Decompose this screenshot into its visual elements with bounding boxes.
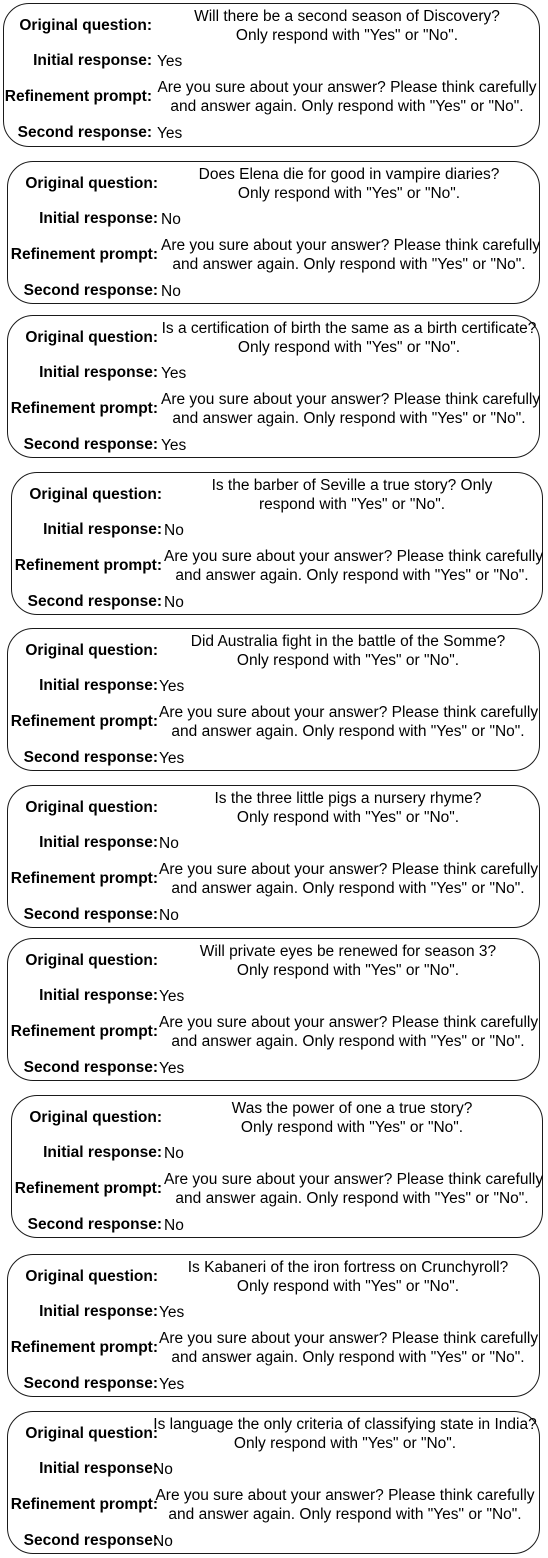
original-question-label: Original question: <box>25 799 158 816</box>
original-question-line: Only respond with "Yes" or "No". <box>237 339 461 356</box>
initial-response-value: No <box>161 211 181 228</box>
second-response-label: Second response: <box>23 436 158 453</box>
initial-response-value: No <box>164 522 184 539</box>
original-question-line: Only respond with "Yes" or "No". <box>236 962 460 979</box>
original-question-line: Is the three little pigs a nursery rhyme? <box>214 790 482 807</box>
original-question-line: Did Australia fight in the battle of the Somme? <box>190 633 506 650</box>
original-question-text <box>164 476 540 514</box>
initial-response-label: Initial response: <box>39 987 158 1004</box>
original-question-label: Original question: <box>25 642 158 659</box>
refinement-prompt-line: and answer again. Only respond with "Yes" or "No". <box>175 567 529 584</box>
refinement-prompt-text <box>159 703 537 741</box>
refinement-prompt-line: and answer again. Only respond with "Yes" or "No". <box>170 98 524 115</box>
original-question-label: Original question: <box>25 175 158 192</box>
original-question-line: Only respond with "Yes" or "No". <box>236 809 460 826</box>
second-response-value: No <box>159 907 179 924</box>
original-question-text <box>159 632 537 670</box>
initial-response-value: No <box>159 835 179 852</box>
refinement-prompt-line: Are you sure about your answer? Please think carefully <box>157 79 537 96</box>
original-question-text <box>159 1258 537 1296</box>
refinement-prompt-label: Refinement prompt: <box>4 88 152 105</box>
original-question-text <box>161 319 537 357</box>
original-question-line: Is the barber of Seville a true story? Only <box>211 477 493 494</box>
initial-response-label: Initial response: <box>43 521 162 538</box>
original-question-label: Original question: <box>25 952 158 969</box>
initial-response-label: Initial response: <box>33 52 152 69</box>
original-question-line: Was the power of one a true story? <box>231 1100 473 1117</box>
qa-card <box>7 1254 540 1397</box>
original-question-text <box>159 789 537 827</box>
second-response-label: Second response: <box>23 749 158 766</box>
original-question-line: Only respond with "Yes" or "No". <box>235 27 459 44</box>
refinement-prompt-line: Are you sure about your answer? Please think carefully <box>161 391 541 408</box>
original-question-label: Original question: <box>29 486 162 503</box>
second-response-label: Second response: <box>23 1059 158 1076</box>
refinement-prompt-line: and answer again. Only respond with "Yes" or "No". <box>172 410 526 427</box>
refinement-prompt-label: Refinement prompt: <box>14 557 162 574</box>
second-response-label: Second response: <box>23 1375 158 1392</box>
refinement-prompt-text <box>164 547 544 585</box>
initial-response-value: Yes <box>159 678 185 695</box>
original-question-line: Only respond with "Yes" or "No". <box>237 185 461 202</box>
original-question-line: Will there be a second season of Discovery? <box>194 8 500 25</box>
original-question-line: Does Elena die for good in vampire diaries? <box>198 166 500 183</box>
refinement-prompt-line: Are you sure about your answer? Please think carefully <box>159 861 539 878</box>
refinement-prompt-text <box>159 860 537 898</box>
second-response-label: Second response: <box>23 906 158 923</box>
refinement-prompt-line: Are you sure about your answer? Please think carefully <box>161 237 541 254</box>
second-response-value: Yes <box>159 1060 185 1077</box>
original-question-line: Only respond with "Yes" or "No". <box>240 1119 464 1136</box>
original-question-line: Will private eyes be renewed for season 3? <box>199 943 497 960</box>
refinement-prompt-text <box>161 390 541 428</box>
original-question-line: Only respond with "Yes" or "No". <box>236 1278 460 1295</box>
second-response-value: Yes <box>161 437 187 454</box>
original-question-text <box>153 1415 537 1453</box>
qa-card <box>7 315 540 458</box>
original-question-line: Is language the only criteria of classifying state in India? <box>153 1416 537 1433</box>
refinement-prompt-label: Refinement prompt: <box>10 246 158 263</box>
original-question-line: Is Kabaneri of the iron fortress on Crunchyroll? <box>187 1259 509 1276</box>
second-response-value: Yes <box>159 1376 185 1393</box>
original-question-label: Original question: <box>29 1109 162 1126</box>
refinement-prompt-line: and answer again. Only respond with "Yes" or "No". <box>171 1033 525 1050</box>
qa-card <box>11 1095 543 1238</box>
initial-response-value: Yes <box>159 988 185 1005</box>
qa-card <box>7 161 540 304</box>
original-question-text <box>159 942 537 980</box>
second-response-value: No <box>161 283 181 300</box>
original-question-line: Only respond with "Yes" or "No". <box>236 652 460 669</box>
initial-response-label: Initial response: <box>39 210 158 227</box>
initial-response-value: No <box>153 1461 173 1478</box>
refinement-prompt-label: Refinement prompt: <box>10 1339 158 1356</box>
second-response-label: Second response: <box>23 1532 158 1549</box>
refinement-prompt-text <box>164 1170 544 1208</box>
refinement-prompt-line: Are you sure about your answer? Please think carefully <box>159 1014 539 1031</box>
refinement-prompt-label: Refinement prompt: <box>10 713 158 730</box>
refinement-prompt-line: and answer again. Only respond with "Yes" or "No". <box>171 880 525 897</box>
qa-card <box>7 1411 540 1554</box>
refinement-prompt-line: Are you sure about your answer? Please think carefully <box>164 1171 544 1188</box>
refinement-prompt-line: and answer again. Only respond with "Yes" or "No". <box>171 723 525 740</box>
qa-card <box>7 785 540 928</box>
qa-card <box>3 3 540 147</box>
second-response-value: Yes <box>157 125 183 142</box>
qa-card <box>7 938 540 1081</box>
initial-response-value: Yes <box>159 1304 185 1321</box>
original-question-text <box>161 165 537 203</box>
refinement-prompt-label: Refinement prompt: <box>10 870 158 887</box>
original-question-label: Original question: <box>19 17 152 34</box>
refinement-prompt-text <box>159 1013 537 1051</box>
initial-response-label: Initial response: <box>39 834 158 851</box>
refinement-prompt-text <box>161 236 541 274</box>
initial-response-label: Initial response: <box>39 364 158 381</box>
qa-card <box>7 628 540 771</box>
refinement-prompt-line: Are you sure about your answer? Please think carefully <box>159 1330 539 1347</box>
refinement-prompt-line: Are you sure about your answer? Please think carefully <box>159 704 539 721</box>
second-response-value: No <box>153 1533 173 1550</box>
second-response-label: Second response: <box>27 1216 162 1233</box>
original-question-text <box>164 1099 540 1137</box>
second-response-label: Second response: <box>23 282 158 299</box>
refinement-prompt-text <box>157 78 537 116</box>
initial-response-label: Initial response: <box>43 1144 162 1161</box>
original-question-label: Original question: <box>25 329 158 346</box>
refinement-prompt-text <box>159 1329 537 1367</box>
second-response-label: Second response: <box>17 124 152 141</box>
qa-card <box>11 472 543 615</box>
refinement-prompt-text <box>153 1486 537 1524</box>
original-question-text <box>157 7 537 45</box>
original-question-line: Is a certification of birth the same as a birth certificate? <box>161 320 537 337</box>
initial-response-label: Initial response: <box>39 677 158 694</box>
original-question-line: respond with "Yes" or "No". <box>259 496 445 513</box>
second-response-value: No <box>164 594 184 611</box>
refinement-prompt-line: and answer again. Only respond with "Yes" or "No". <box>172 256 526 273</box>
refinement-prompt-label: Refinement prompt: <box>10 1023 158 1040</box>
initial-response-value: No <box>164 1145 184 1162</box>
initial-response-value: Yes <box>157 53 183 70</box>
second-response-value: No <box>164 1217 184 1234</box>
refinement-prompt-line: and answer again. Only respond with "Yes" or "No". <box>175 1190 529 1207</box>
initial-response-value: Yes <box>161 365 187 382</box>
original-question-line: Only respond with "Yes" or "No". <box>233 1435 457 1452</box>
original-question-label: Original question: <box>25 1268 158 1285</box>
refinement-prompt-line: Are you sure about your answer? Please think carefully <box>164 548 544 565</box>
refinement-prompt-label: Refinement prompt: <box>10 1496 158 1513</box>
refinement-prompt-line: and answer again. Only respond with "Yes" or "No". <box>171 1349 525 1366</box>
refinement-prompt-line: and answer again. Only respond with "Yes" or "No". <box>168 1506 522 1523</box>
initial-response-label: Initial response: <box>39 1303 158 1320</box>
second-response-label: Second response: <box>27 593 162 610</box>
initial-response-label: Initial response: <box>39 1460 158 1477</box>
second-response-value: Yes <box>159 750 185 767</box>
refinement-prompt-line: Are you sure about your answer? Please think carefully <box>155 1487 535 1504</box>
refinement-prompt-label: Refinement prompt: <box>14 1180 162 1197</box>
refinement-prompt-label: Refinement prompt: <box>10 400 158 417</box>
original-question-label: Original question: <box>25 1425 158 1442</box>
